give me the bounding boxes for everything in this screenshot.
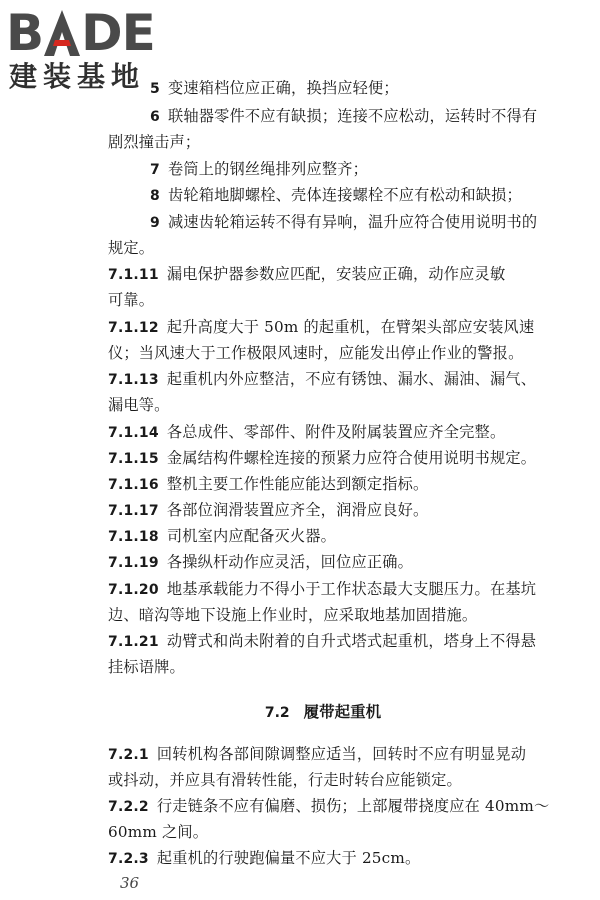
- clause-text: 可靠。: [108, 291, 155, 309]
- section-title: 履带起重机: [303, 703, 382, 721]
- clause-7-2-1: [108, 744, 526, 765]
- clause-text: 60mm 之间。: [108, 823, 209, 841]
- clause-text: 金属结构件螺栓连接的预紧力应符合使用说明书规定。: [166, 449, 537, 467]
- clause-7-2-2: [108, 796, 549, 817]
- clause-continuation: [108, 657, 185, 677]
- item-text: 规定。: [108, 239, 155, 257]
- list-item: [150, 106, 537, 127]
- brand-logo: [6, 4, 176, 96]
- item-text: 齿轮箱地脚螺栓、壳体连接螺栓不应有松动和缺损；: [167, 186, 522, 204]
- list-item: [150, 78, 399, 99]
- clause-number: 7.1.12: [108, 320, 159, 336]
- clause-7-1-13: [108, 369, 536, 390]
- clause-number: 7.1.15: [108, 451, 159, 467]
- item-text: 减速齿轮箱运转不得有异响，温升应符合使用说明书的: [167, 213, 538, 231]
- clause-number: 7.2.3: [108, 851, 149, 867]
- clause-number: 7.1.16: [108, 477, 159, 493]
- clause-7-1-15: [108, 448, 536, 469]
- clause-7-1-18: [108, 526, 336, 547]
- clause-text: 漏电保护器参数应匹配，安装应正确，动作应灵敏: [166, 265, 506, 283]
- logo-letter-b: B: [6, 4, 44, 62]
- logo-letters-de: DE: [81, 4, 155, 62]
- clause-7-1-20: [108, 579, 536, 600]
- clause-7-1-16: [108, 474, 428, 495]
- clause-7-1-17: [108, 500, 428, 521]
- clause-7-1-14: [108, 422, 505, 443]
- item-text: 卷筒上的钢丝绳排列应整齐；: [167, 160, 368, 178]
- logo-subtitle: 建装基地: [9, 60, 146, 93]
- clause-text: 整机主要工作性能应能达到额定指标。: [166, 475, 429, 493]
- clause-number: 7.2.2: [108, 799, 149, 815]
- clause-number: 7.2.1: [108, 747, 149, 763]
- clause-number: 7.1.17: [108, 503, 159, 519]
- clause-text: 各操纵杆动作应灵活，回位应正确。: [166, 553, 414, 571]
- logo-wordmark: [6, 4, 176, 62]
- clause-text: 地基承载能力不得小于工作状态最大支腿压力。在基坑: [166, 580, 537, 598]
- item-number: 9: [150, 215, 160, 231]
- clause-continuation: [108, 605, 477, 625]
- clause-continuation: [108, 395, 170, 415]
- list-item: [150, 212, 537, 233]
- clause-continuation: [108, 770, 462, 790]
- clause-number: 7.1.11: [108, 267, 159, 283]
- clause-continuation: [108, 343, 523, 363]
- clause-number: 7.1.18: [108, 529, 159, 545]
- clause-text: 起重机的行驶跑偏量不应大于 25cm。: [156, 849, 421, 867]
- item-text: 变速箱档位应正确，换挡应轻便；: [167, 79, 399, 97]
- clause-text: 起重机内外应整洁，不应有锈蚀、漏水、漏油、漏气、: [166, 370, 537, 388]
- list-item: [150, 159, 368, 180]
- clause-7-2-3: [108, 848, 420, 869]
- clause-text: 边、暗沟等地下设施上作业时，应采取地基加固措施。: [108, 606, 478, 624]
- clause-7-1-12: [108, 317, 534, 338]
- page-number: 36: [120, 874, 140, 892]
- clause-continuation: [108, 290, 154, 310]
- list-item-continuation: [108, 238, 154, 258]
- clause-text: 起升高度大于 50m 的起重机，在臂架头部应安装风速: [166, 318, 535, 336]
- list-item: [150, 185, 522, 206]
- list-item-continuation: [108, 132, 200, 152]
- logo-letter-a-mark: [44, 10, 80, 56]
- clause-7-1-21: [108, 631, 536, 652]
- clause-text: 挂标语牌。: [108, 658, 185, 676]
- clause-number: 7.1.19: [108, 555, 159, 571]
- clause-text: 仪；当风速大于工作极限风速时，应能发出停止作业的警报。: [108, 344, 524, 362]
- item-number: 7: [150, 162, 160, 178]
- item-number: 8: [150, 188, 160, 204]
- clause-number: 7.1.20: [108, 582, 159, 598]
- clause-text: 各总成件、零部件、附件及附属装置应齐全完整。: [166, 423, 506, 441]
- clause-text: 回转机构各部间隙调整应适当，回转时不应有明显晃动: [156, 745, 527, 763]
- clause-7-1-11: [108, 264, 505, 285]
- clause-text: 动臂式和尚未附着的自升式塔式起重机，塔身上不得悬: [166, 632, 537, 650]
- clause-text: 或抖动，并应具有滑转性能，行走时转台应能锁定。: [108, 771, 462, 789]
- clause-number: 7.1.14: [108, 425, 159, 441]
- clause-continuation: [108, 822, 208, 842]
- item-number: 6: [150, 109, 160, 125]
- clause-number: 7.1.13: [108, 372, 159, 388]
- section-number: 7.2: [264, 705, 290, 721]
- section-heading: [108, 702, 538, 723]
- item-number: 5: [150, 81, 160, 97]
- clause-text: 漏电等。: [108, 396, 170, 414]
- item-text: 联轴器零件不应有缺损；连接不应松动，运转时不得有: [167, 107, 538, 125]
- clause-text: 司机室内应配备灭火器。: [166, 527, 337, 545]
- clause-7-1-19: [108, 552, 413, 573]
- item-text: 剧烈撞击声；: [108, 133, 201, 151]
- clause-number: 7.1.21: [108, 634, 159, 650]
- clause-text: 各部位润滑装置应齐全，润滑应良好。: [166, 501, 429, 519]
- clause-text: 行走链条不应有偏磨、损伤；上部履带挠度应在 40mm～: [156, 797, 550, 815]
